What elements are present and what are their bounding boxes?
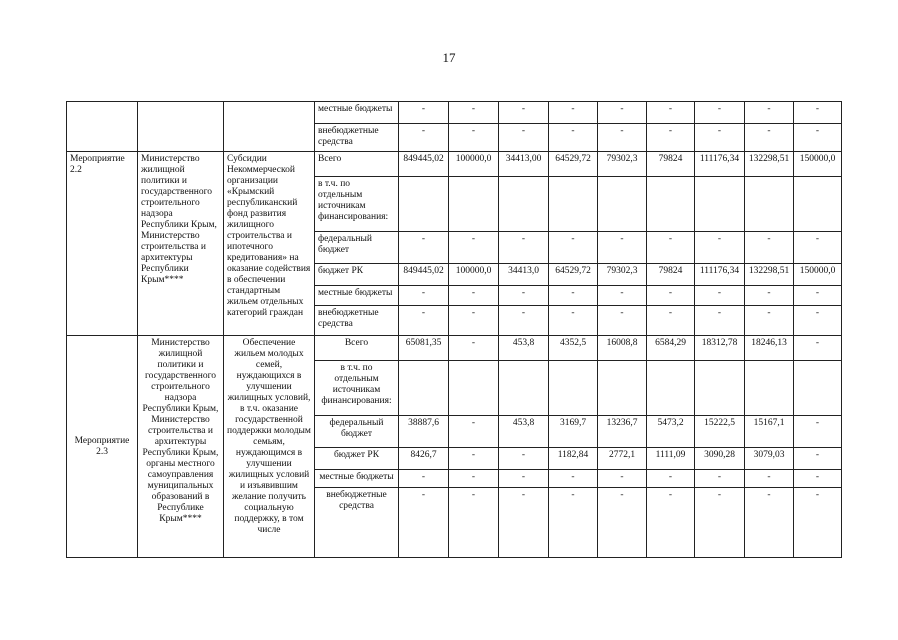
value-cell: 79302,3 — [598, 152, 647, 177]
value-cell — [449, 361, 499, 416]
value-cell: 8426,7 — [399, 448, 449, 470]
value-cell: - — [449, 232, 499, 264]
value-cell: 79824 — [647, 152, 695, 177]
value-cell — [647, 177, 695, 232]
executor-name: Министерство жилищной политики и государственного строительного надзора Республики Крым, Министерство строительства и архитектуры Республики Крым**** — [138, 152, 224, 336]
source-label: в т.ч. по отдельным источникам финансирования: — [315, 361, 399, 416]
value-cell: - — [794, 336, 842, 361]
value-cell: - — [745, 470, 794, 488]
page-number: 17 — [442, 50, 456, 65]
value-cell: - — [449, 336, 499, 361]
value-cell: 4352,5 — [549, 336, 598, 361]
value-cell: - — [695, 286, 745, 306]
value-cell — [598, 177, 647, 232]
table-row — [67, 152, 842, 177]
value-cell: 3169,7 — [549, 416, 598, 448]
value-cell: - — [695, 306, 745, 336]
value-cell: 6584,29 — [647, 336, 695, 361]
value-cell: - — [449, 286, 499, 306]
table-row — [67, 102, 842, 124]
source-label: бюджет РК — [315, 448, 399, 470]
value-cell: 13236,7 — [598, 416, 647, 448]
description-cell-empty — [224, 102, 315, 152]
value-cell: 1182,84 — [549, 448, 598, 470]
value-cell: - — [794, 416, 842, 448]
value-cell: - — [549, 470, 598, 488]
value-cell: 79824 — [647, 264, 695, 286]
value-cell: - — [549, 124, 598, 152]
value-cell: 3079,03 — [745, 448, 794, 470]
value-cell: - — [794, 470, 842, 488]
value-cell: 64529,72 — [549, 152, 598, 177]
value-cell — [695, 177, 745, 232]
event-description: Субсидии Некоммерческой организации «Крымский республиканский фонд развития жилищного строительства и ипотечного кредитования» на оказание содействия в обеспечении стандартным жильем отдельных категорий граждан — [224, 152, 315, 336]
value-cell: - — [549, 102, 598, 124]
table-row — [67, 336, 842, 361]
value-cell: - — [499, 470, 549, 488]
value-cell: - — [598, 488, 647, 558]
event-name: Мероприятие 2.3 — [67, 336, 138, 558]
value-cell: - — [399, 232, 449, 264]
value-cell: - — [794, 488, 842, 558]
event-cell-empty — [67, 102, 138, 152]
value-cell: - — [745, 102, 794, 124]
source-label: местные бюджеты — [315, 470, 399, 488]
value-cell: 18246,13 — [745, 336, 794, 361]
source-label: внебюджетные средства — [315, 306, 399, 336]
executor-cell-empty — [138, 102, 224, 152]
value-cell: - — [695, 124, 745, 152]
value-cell: - — [794, 306, 842, 336]
value-cell: 3090,28 — [695, 448, 745, 470]
value-cell: - — [449, 448, 499, 470]
value-cell: - — [695, 232, 745, 264]
value-cell: - — [399, 306, 449, 336]
source-label: внебюджетные средства — [315, 124, 399, 152]
value-cell: - — [794, 102, 842, 124]
value-cell: - — [449, 470, 499, 488]
value-cell: - — [647, 306, 695, 336]
value-cell: - — [499, 448, 549, 470]
value-cell: 111176,34 — [695, 264, 745, 286]
value-cell: - — [745, 306, 794, 336]
source-label: бюджет РК — [315, 264, 399, 286]
value-cell — [598, 361, 647, 416]
value-cell: 150000,0 — [794, 152, 842, 177]
value-cell: - — [598, 286, 647, 306]
value-cell: 5473,2 — [647, 416, 695, 448]
value-cell: - — [745, 124, 794, 152]
value-cell: 849445,02 — [399, 152, 449, 177]
value-cell: 453,8 — [499, 416, 549, 448]
value-cell: - — [399, 286, 449, 306]
source-label: в т.ч. по отдельным источникам финансирования: — [315, 177, 399, 232]
value-cell: - — [399, 470, 449, 488]
value-cell — [399, 361, 449, 416]
event-description: Обеспечение жильем молодых семей, нуждающихся в улучшении жилищных условий, в т.ч. оказание государственной поддержки молодым семьям, нуждающимся в улучшении жилищных условий и изъявившим желание получить социальную поддержку, в том числе — [224, 336, 315, 558]
value-cell: 15222,5 — [695, 416, 745, 448]
source-label: местные бюджеты — [315, 102, 399, 124]
value-cell — [549, 361, 598, 416]
value-cell: - — [449, 306, 499, 336]
value-cell: - — [695, 488, 745, 558]
value-cell: - — [449, 102, 499, 124]
value-cell — [745, 361, 794, 416]
value-cell: - — [794, 448, 842, 470]
value-cell: - — [399, 102, 449, 124]
value-cell: - — [647, 470, 695, 488]
value-cell: - — [499, 232, 549, 264]
value-cell: - — [647, 488, 695, 558]
value-cell: 132298,51 — [745, 264, 794, 286]
source-label: внебюджетные средства — [315, 488, 399, 558]
source-label: местные бюджеты — [315, 286, 399, 306]
value-cell: - — [647, 232, 695, 264]
value-cell: - — [647, 102, 695, 124]
value-cell: 15167,1 — [745, 416, 794, 448]
value-cell: - — [499, 488, 549, 558]
value-cell — [499, 177, 549, 232]
value-cell: - — [499, 124, 549, 152]
value-cell: 2772,1 — [598, 448, 647, 470]
value-cell — [399, 177, 449, 232]
value-cell: 65081,35 — [399, 336, 449, 361]
value-cell: 16008,8 — [598, 336, 647, 361]
value-cell: 132298,51 — [745, 152, 794, 177]
value-cell: - — [549, 232, 598, 264]
value-cell: 849445,02 — [399, 264, 449, 286]
value-cell: - — [499, 102, 549, 124]
value-cell: 100000,0 — [449, 152, 499, 177]
value-cell: - — [647, 124, 695, 152]
budget-table — [66, 101, 842, 558]
value-cell — [745, 177, 794, 232]
value-cell: 64529,72 — [549, 264, 598, 286]
value-cell — [499, 361, 549, 416]
value-cell — [695, 361, 745, 416]
value-cell: - — [549, 488, 598, 558]
executor-name: Министерство жилищной политики и государственного строительного надзора Республики Крым, Министерство строительства и архитектуры Республики Крым, органы местного самоуправления муниципальных образований в Республике Крым**** — [138, 336, 224, 558]
value-cell: 453,8 — [499, 336, 549, 361]
source-label: Всего — [315, 336, 399, 361]
value-cell: - — [794, 232, 842, 264]
value-cell: - — [745, 286, 794, 306]
value-cell: 79302,3 — [598, 264, 647, 286]
value-cell: 34413,0 — [499, 264, 549, 286]
source-label: федеральный бюджет — [315, 232, 399, 264]
value-cell: - — [399, 488, 449, 558]
value-cell: - — [745, 232, 794, 264]
value-cell: 34413,00 — [499, 152, 549, 177]
value-cell — [549, 177, 598, 232]
value-cell — [647, 361, 695, 416]
event-name: Мероприятие 2.2 — [67, 152, 138, 336]
value-cell: 38887,6 — [399, 416, 449, 448]
value-cell: - — [549, 286, 598, 306]
source-label: федеральный бюджет — [315, 416, 399, 448]
value-cell: 111176,34 — [695, 152, 745, 177]
value-cell — [449, 177, 499, 232]
value-cell: - — [794, 124, 842, 152]
value-cell: 100000,0 — [449, 264, 499, 286]
value-cell: - — [598, 102, 647, 124]
value-cell: - — [399, 124, 449, 152]
value-cell: - — [598, 470, 647, 488]
value-cell: 18312,78 — [695, 336, 745, 361]
value-cell: - — [549, 306, 598, 336]
value-cell: - — [695, 470, 745, 488]
value-cell: - — [745, 488, 794, 558]
value-cell: - — [449, 124, 499, 152]
value-cell: - — [647, 286, 695, 306]
value-cell: - — [794, 286, 842, 306]
value-cell — [794, 361, 842, 416]
value-cell: - — [449, 416, 499, 448]
value-cell: - — [449, 488, 499, 558]
value-cell: - — [499, 286, 549, 306]
value-cell — [794, 177, 842, 232]
value-cell: 1111,09 — [647, 448, 695, 470]
value-cell: - — [695, 102, 745, 124]
value-cell: - — [598, 124, 647, 152]
value-cell: - — [598, 232, 647, 264]
source-label: Всего — [315, 152, 399, 177]
value-cell: - — [598, 306, 647, 336]
value-cell: - — [499, 306, 549, 336]
value-cell: 150000,0 — [794, 264, 842, 286]
